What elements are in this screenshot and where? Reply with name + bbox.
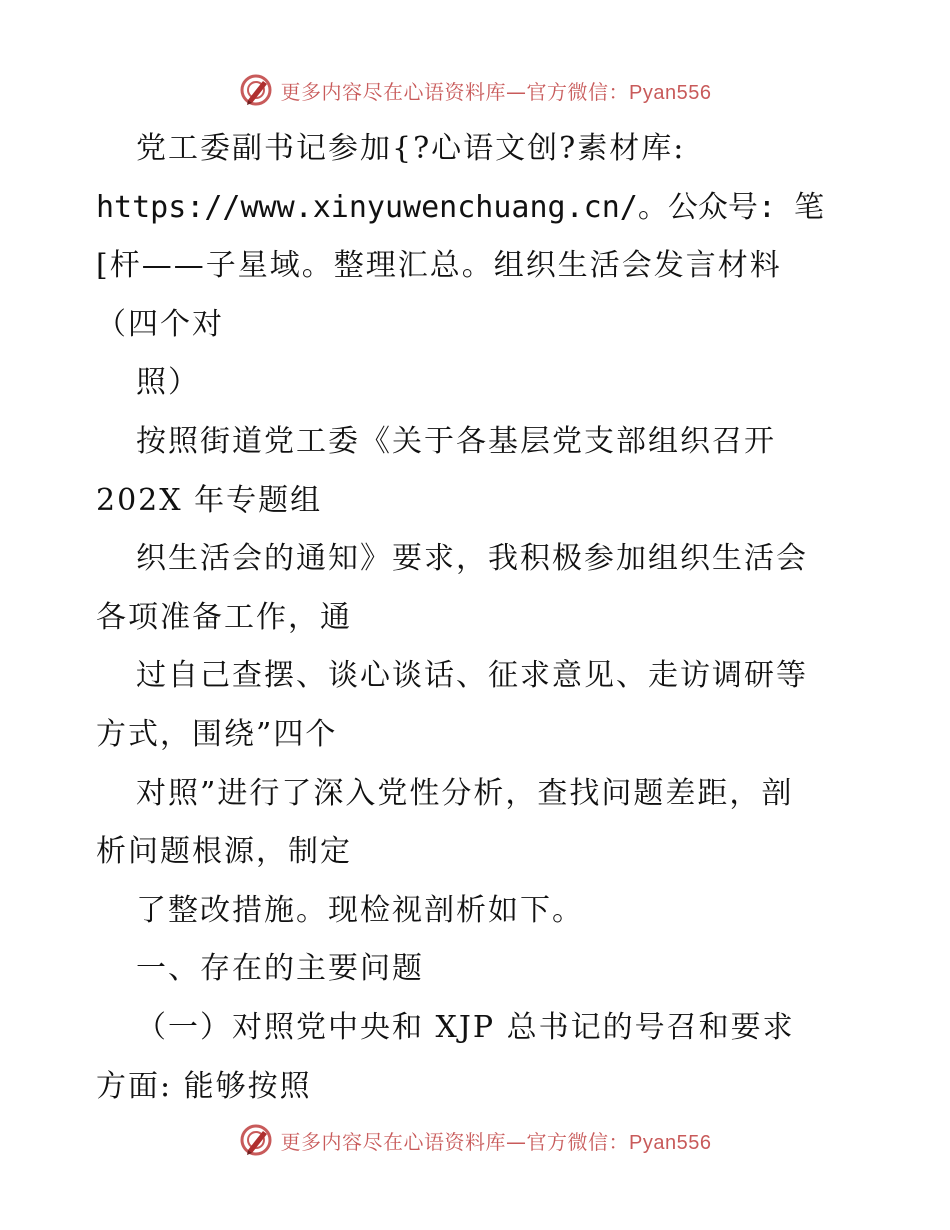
footer-banner-text — [281, 1126, 712, 1155]
text-line-url: https://www.xinyuwenchuang.cn/。公众号: 笔 — [96, 189, 824, 225]
text-line: 方面: 能够按照 — [96, 1068, 312, 1104]
footer-banner — [0, 1120, 950, 1160]
banner-main-text: 更多内容尽在心语资料库 — [280, 79, 507, 104]
text-line: 各项准备工作，通 — [96, 599, 352, 635]
text-line: 照） — [136, 365, 200, 401]
pen-logo-icon — [239, 1123, 273, 1157]
banner-main-text: 更多内容尽在心语资料库 — [280, 1129, 507, 1154]
banner-separator: — — [506, 1129, 527, 1154]
banner-wechat-id: Pyan556 — [629, 81, 712, 104]
text-line: 了整改措施。现检视剖析如下。 — [136, 892, 584, 928]
text-line: 党工委副书记参加{?心语文创?素材库: — [136, 131, 686, 166]
banner-wechat-label: 官方微信： — [526, 1129, 630, 1154]
text-line: 对照”进行了深入党性分析，查找问题差距，剖 — [136, 775, 794, 811]
text-line: 析问题根源，制定 — [96, 834, 352, 870]
document-body — [96, 120, 856, 1116]
text-line: [杆——子星域。整理汇总。组织生活会发言材料 — [96, 248, 782, 284]
subsection-heading: （一）对照党中央和 XJP 总书记的号召和要求 — [136, 1009, 795, 1045]
text-line: 过自己查摆、谈心谈话、征求意见、走访调研等 — [136, 658, 808, 694]
banner-wechat-id: Pyan556 — [629, 1131, 712, 1154]
text-line: 按照街道党工委《关于各基层党支部组织召开 — [136, 423, 776, 459]
banner-wechat-label: 官方微信： — [526, 79, 630, 104]
text-line: 方式，围绕”四个 — [96, 716, 338, 752]
banner-separator: — — [506, 79, 527, 104]
text-line: （四个对 — [96, 306, 224, 342]
section-heading: 一、存在的主要问题 — [136, 951, 424, 987]
pen-logo-icon — [239, 73, 273, 107]
header-banner — [0, 70, 950, 110]
header-banner-text — [281, 76, 712, 105]
text-line: 织生活会的通知》要求，我积极参加组织生活会 — [136, 541, 808, 577]
text-line: 202X 年专题组 — [96, 482, 323, 518]
